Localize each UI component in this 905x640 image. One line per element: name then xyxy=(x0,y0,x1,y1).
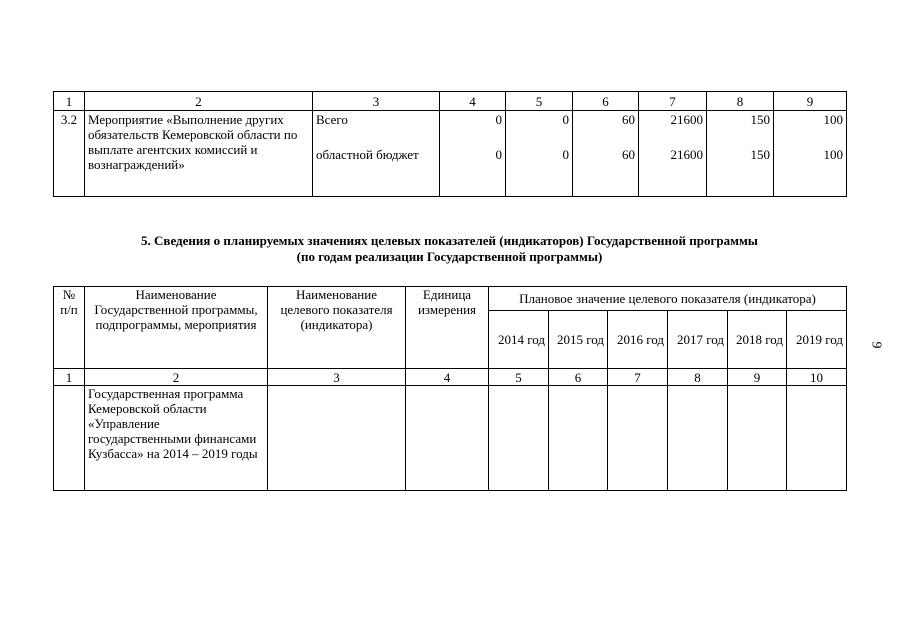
empty-cell xyxy=(406,386,489,491)
column-number: 9 xyxy=(728,369,787,386)
value-cell xyxy=(440,111,506,197)
header-cell: 2 xyxy=(85,92,313,111)
header-cell: 6 xyxy=(573,92,639,111)
value: 100 xyxy=(823,112,843,127)
value-cell xyxy=(506,111,573,197)
indicators-header-row xyxy=(54,287,847,311)
value: 0 xyxy=(562,112,569,127)
header-cell: 9 xyxy=(774,92,847,111)
empty-cell xyxy=(549,386,608,491)
header-cell: 3 xyxy=(313,92,440,111)
column-number: 2 xyxy=(85,369,268,386)
header-cell: 5 xyxy=(506,92,573,111)
header-program-name: Наименование Государственной программы, подпрограммы, мероприятия xyxy=(85,287,268,369)
empty-cell xyxy=(54,386,85,491)
value-cell xyxy=(707,111,774,197)
column-number: 4 xyxy=(406,369,489,386)
value-cell xyxy=(774,111,847,197)
header-cell: 1 xyxy=(54,92,85,111)
value: 0 xyxy=(495,112,502,127)
empty-cell xyxy=(787,386,847,491)
value: 150 xyxy=(750,112,770,127)
row-number: 3.2 xyxy=(54,111,85,197)
header-indicator-name: Наименование целевого показателя (индикатора) xyxy=(268,287,406,369)
budget-table-header-row xyxy=(54,92,847,111)
value: 150 xyxy=(750,147,770,162)
program-name: Государственная программа Кемеровской области «Управление государственными финансами Кузбасса» на 2014 – 2019 годы xyxy=(85,386,268,491)
column-number: 5 xyxy=(489,369,549,386)
header-cell: 4 xyxy=(440,92,506,111)
budget-table xyxy=(53,91,847,197)
funding-source-total: Всего xyxy=(316,112,348,127)
column-number: 3 xyxy=(268,369,406,386)
year-cell: 2016 год xyxy=(608,311,668,369)
section-title-line2: (по годам реализации Государственной программы) xyxy=(296,249,603,264)
value: 100 xyxy=(823,147,843,162)
header-cell: 7 xyxy=(639,92,707,111)
column-number: 6 xyxy=(549,369,608,386)
column-number: 8 xyxy=(668,369,728,386)
header-cell: 8 xyxy=(707,92,774,111)
value: 0 xyxy=(495,147,502,162)
header-planned-value: Плановое значение целевого показателя (индикатора) xyxy=(489,287,847,311)
column-number: 1 xyxy=(54,369,85,386)
table-row xyxy=(54,111,847,197)
value: 21600 xyxy=(670,112,703,127)
header-number: № п/п xyxy=(54,287,85,369)
page-number: 9 xyxy=(868,341,884,349)
section-title-line1: 5. Сведения о планируемых значениях целевых показателей (индикаторов) Государственной программы xyxy=(141,233,758,248)
value: 60 xyxy=(622,147,635,162)
value: 0 xyxy=(562,147,569,162)
indicators-number-row xyxy=(54,369,847,386)
value: 60 xyxy=(622,112,635,127)
table-row xyxy=(54,386,847,491)
value-cell xyxy=(639,111,707,197)
year-cell: 2017 год xyxy=(668,311,728,369)
funding-source-regional: областной бюджет xyxy=(316,147,419,162)
section-title xyxy=(53,233,846,265)
column-number: 10 xyxy=(787,369,847,386)
column-number: 7 xyxy=(608,369,668,386)
year-cell: 2014 год xyxy=(489,311,549,369)
empty-cell xyxy=(608,386,668,491)
year-cell: 2015 год xyxy=(549,311,608,369)
header-unit: Единица измерения xyxy=(406,287,489,369)
indicators-table xyxy=(53,286,847,491)
activity-name: Мероприятие «Выполнение других обязательств Кемеровской области по выплате агентских комиссий и вознаграждений» xyxy=(85,111,313,197)
value-cell xyxy=(573,111,639,197)
year-cell: 2019 год xyxy=(787,311,847,369)
empty-cell xyxy=(268,386,406,491)
year-cell: 2018 год xyxy=(728,311,787,369)
value: 21600 xyxy=(670,147,703,162)
funding-sources xyxy=(313,111,440,197)
empty-cell xyxy=(668,386,728,491)
empty-cell xyxy=(489,386,549,491)
empty-cell xyxy=(728,386,787,491)
